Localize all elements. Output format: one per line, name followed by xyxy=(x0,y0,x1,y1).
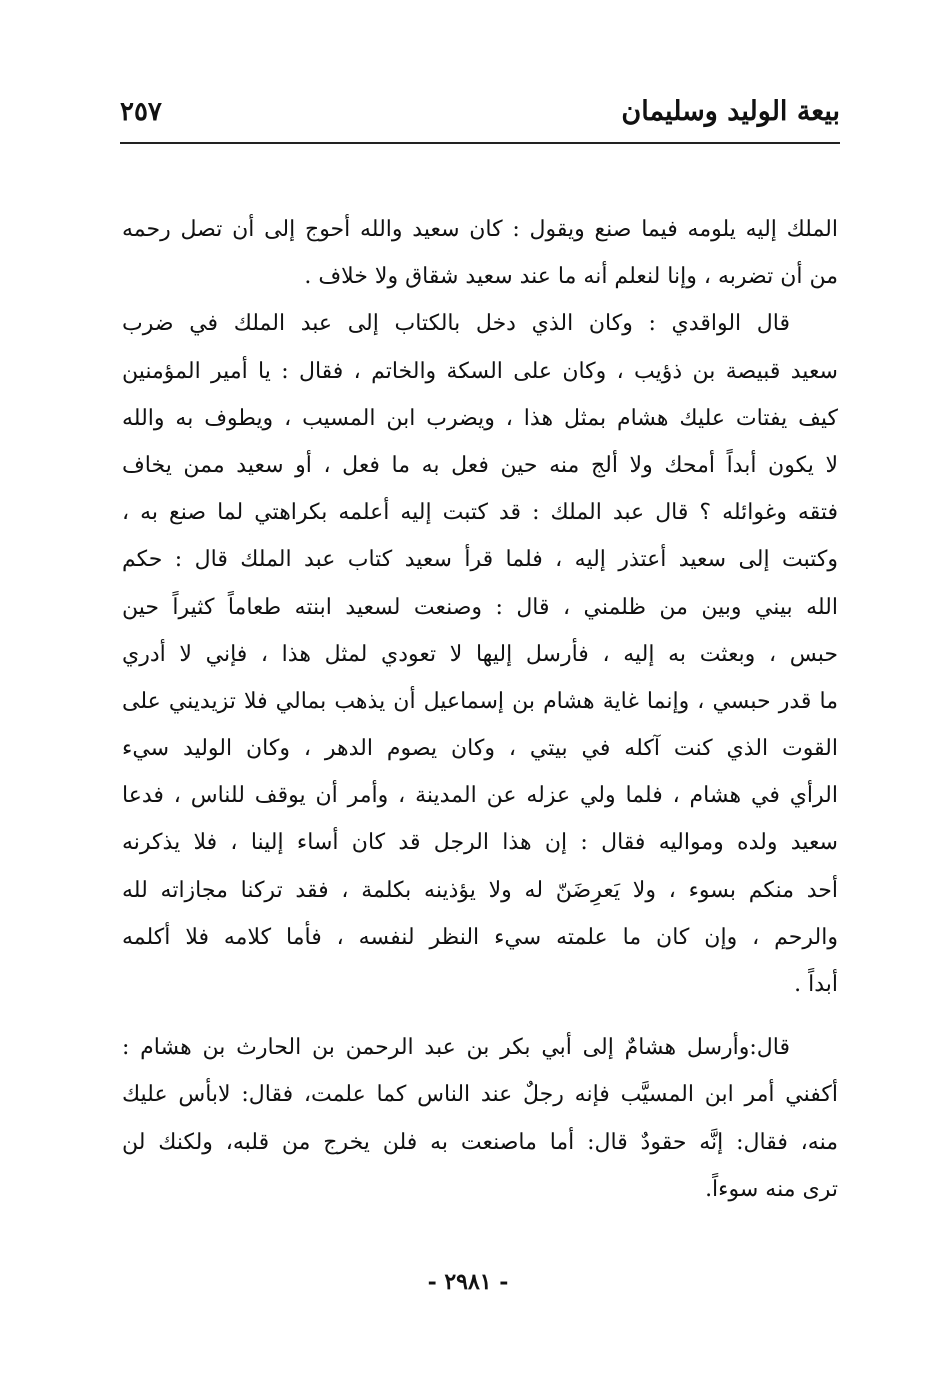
running-header xyxy=(120,88,840,138)
header-divider xyxy=(120,142,840,144)
text-line: سعيد ولده ومواليه فقال : إن هذا الرجل قد كان أساء إلينا ، فلا يذكرنه xyxy=(122,830,838,856)
chapter-title: بيعة الوليد وسليمان xyxy=(621,96,840,127)
text-line: كيف يفتات عليك هشام بمثل هذا ، ويضرب ابن المسيب ، ويطوف به والله xyxy=(122,405,838,431)
paragraph xyxy=(122,300,838,1008)
text-line: منه، فقال: إنَّه حقودٌ قال: أما ماصنعت به فلن يخرج من قلبه، ولكنك لن xyxy=(122,1129,838,1155)
text-line: والرحم ، وإن كان ما علمته سيء النظر لنفسه ، فأما كلامه فلا أكلمه xyxy=(122,924,838,950)
text-line: ما قدر حبسي ، وإنما غاية هشام بن إسماعيل أن يذهب بمالي فلا تزيديني على xyxy=(122,688,838,714)
text-line: أكفني أمر ابن المسيَّب فإنه رجلٌ عند الناس كما علمت، فقال: لابأس عليك xyxy=(122,1082,838,1108)
text-line: الرأي في هشام ، فلما ولي عزله عن المدينة ، وأمر أن يوقف للناس ، فدعا xyxy=(122,783,838,809)
text-line: حبس ، وبعثت به إليه ، فأرسل إليها لا تعودي لمثل هذا ، فإني لا أدري xyxy=(122,641,838,667)
text-line: من أن تضربه ، وإنا لنعلم أنه ما عند سعيد شقاق ولا خلاف . xyxy=(304,264,838,290)
body-text xyxy=(122,206,838,1213)
page-number: ٢٥٧ xyxy=(120,97,162,127)
paragraph xyxy=(122,1024,838,1213)
text-line: قال:وأرسل هشامٌ إلى أبي بكر بن عبد الرحمن بن الحارث بن هشام : xyxy=(122,1035,790,1061)
text-line: فتقه وغوائله ؟ قال عبد الملك : قد كتبت إليه أعلمه بكراهتي لما صنع به ، xyxy=(122,500,838,526)
text-line: سعيد قبيصة بن ذؤيب ، وكان على السكة والخاتم ، فقال : يا أمير المؤمنين xyxy=(122,358,838,384)
text-line: وكتبت إلى سعيد أعتذر إليه ، فلما قرأ سعيد كتاب عبد الملك قال : حكم xyxy=(122,547,838,573)
text-line: القوت الذي كنت آكله في بيتي ، وكان يصوم الدهر ، وكان الوليد سيء xyxy=(122,736,838,762)
text-line: الملك إليه يلومه فيما صنع ويقول : كان سعيد والله أحوج إلى أن تصل رحمه xyxy=(122,217,838,242)
text-line: ترى منه سوءاً. xyxy=(705,1176,838,1202)
paragraph xyxy=(122,206,838,300)
page-folio: - ٢٩٨١ - xyxy=(427,1269,509,1295)
text-line: الله بيني وبين من ظلمني ، قال : وصنعت لسعيد ابنته طعاماً كثيراً حين xyxy=(122,594,838,620)
text-line: أحد منكم بسوء ، ولا يَعرِضَنّ له ولا يؤذينه بكلمة ، فقد تركنا مجازاته لله xyxy=(122,877,838,903)
text-line: قال الواقدي : وكان الذي دخل بالكتاب إلى عبد الملك في ضرب xyxy=(122,311,790,337)
text-line: لا يكون أبداً أمحك ولا ألج منه حين فعل به ما فعل ، أو سعيد ممن يخاف xyxy=(122,452,838,478)
paragraph-spacer xyxy=(122,1008,838,1024)
text-line: أبداً . xyxy=(794,972,838,997)
